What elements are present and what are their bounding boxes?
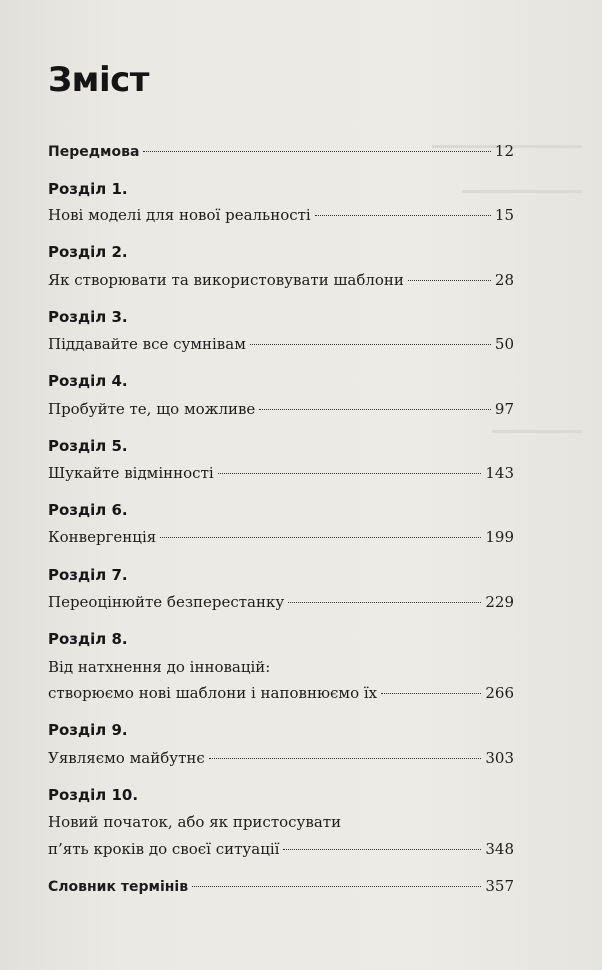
- chapter-heading: Розділ 6.: [48, 501, 128, 519]
- bleed-through-line: [462, 190, 582, 193]
- dot-leader: [250, 344, 491, 345]
- chapter-heading: Розділ 10.: [48, 786, 139, 804]
- entry-label-line: Від натхнення до інновацій:: [48, 658, 271, 676]
- chapter-heading: Розділ 1.: [48, 180, 128, 198]
- page-number: 15: [494, 206, 514, 224]
- page-number: 303: [485, 749, 514, 767]
- toc-entry[interactable]: [48, 528, 514, 546]
- page-number: 266: [485, 684, 514, 702]
- dot-leader: [192, 886, 481, 887]
- dot-leader: [143, 151, 491, 152]
- chapter-heading: Розділ 5.: [48, 437, 128, 455]
- chapter-heading: Розділ 4.: [48, 372, 128, 390]
- chapter-heading: Розділ 3.: [48, 308, 128, 326]
- entry-label: п’ять кроків до своєї ситуації: [48, 840, 280, 858]
- dot-leader: [218, 473, 482, 474]
- toc-entry[interactable]: [48, 840, 514, 858]
- entry-label: створюємо нові шаблони і наповнюємо їх: [48, 684, 378, 702]
- page-number: 357: [485, 877, 514, 895]
- page-number: 348: [485, 840, 514, 858]
- dot-leader: [259, 409, 491, 410]
- page-number: 97: [494, 400, 514, 418]
- entry-label: Пробуйте те, що можливе: [48, 400, 256, 418]
- toc-entry[interactable]: [48, 749, 514, 767]
- page-number: 143: [485, 464, 514, 482]
- toc-entry[interactable]: [48, 335, 514, 353]
- entry-label: Шукайте відмінності: [48, 464, 214, 482]
- dot-leader: [315, 215, 491, 216]
- page-number: 28: [494, 271, 514, 289]
- entry-label: Передмова: [48, 144, 140, 160]
- toc-entry[interactable]: [48, 464, 514, 482]
- toc-entry-preface[interactable]: [48, 142, 514, 161]
- entry-label: Піддавайте все сумнівам: [48, 335, 246, 353]
- entry-label-line: Новий початок, або як пристосувати: [48, 813, 342, 831]
- toc-entry[interactable]: [48, 271, 514, 289]
- dot-leader: [288, 602, 481, 603]
- page-number: 12: [494, 142, 514, 160]
- entry-label: Переоцінюйте безперестанку: [48, 593, 285, 611]
- page-title: Зміст: [48, 60, 149, 100]
- bleed-through-line: [492, 430, 582, 433]
- entry-label: Конвергенція: [48, 528, 157, 546]
- toc-entry[interactable]: [48, 400, 514, 418]
- dot-leader: [381, 693, 481, 694]
- chapter-heading: Розділ 9.: [48, 721, 128, 739]
- entry-label: Уявляємо майбутнє: [48, 749, 205, 767]
- entry-label: Словник термінів: [48, 879, 189, 895]
- page-number: 199: [485, 528, 514, 546]
- chapter-heading: Розділ 7.: [48, 566, 128, 584]
- toc-entry[interactable]: [48, 206, 514, 224]
- dot-leader: [209, 758, 482, 759]
- page-number: 229: [485, 593, 514, 611]
- toc-entry[interactable]: [48, 684, 514, 702]
- entry-label: Як створювати та використовувати шаблони: [48, 271, 404, 289]
- page-number: 50: [494, 335, 514, 353]
- dot-leader: [283, 849, 481, 850]
- toc-entry[interactable]: [48, 593, 514, 611]
- chapter-heading: Розділ 8.: [48, 630, 128, 648]
- dot-leader: [408, 280, 491, 281]
- toc-entry-glossary[interactable]: [48, 877, 514, 896]
- entry-label: Нові моделі для нової реальності: [48, 206, 311, 224]
- chapter-heading: Розділ 2.: [48, 243, 128, 261]
- dot-leader: [160, 537, 481, 538]
